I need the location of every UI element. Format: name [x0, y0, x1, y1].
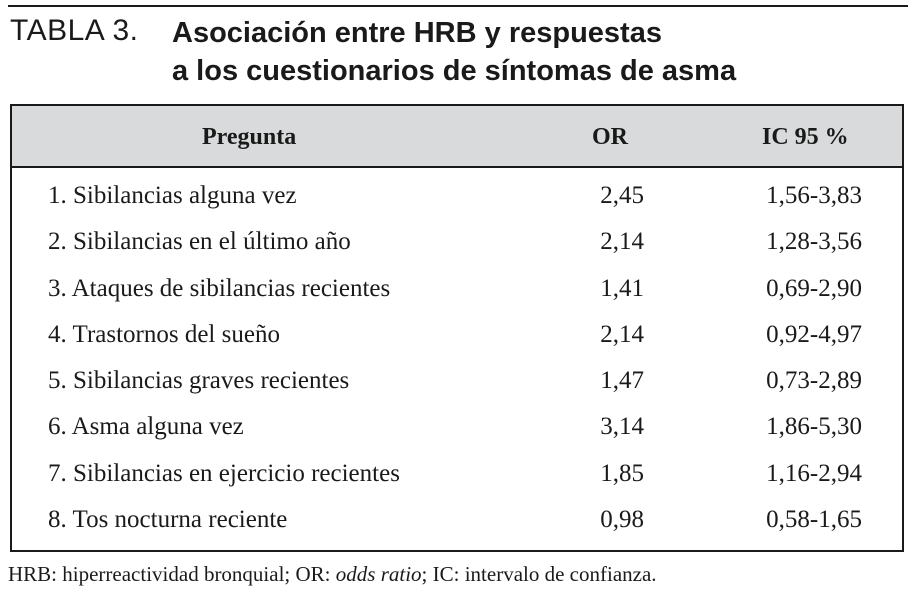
data-table	[10, 104, 904, 552]
cell-or: 2,45	[600, 182, 644, 209]
top-rule	[8, 5, 908, 7]
cell-ci: 0,92-4,97	[766, 320, 862, 348]
header-ci: IC 95 %	[762, 124, 849, 150]
cell-question: 5. Sibilancias graves recientes	[48, 367, 350, 395]
table-row	[12, 361, 902, 407]
table-title-text	[172, 14, 736, 90]
cell-question: 2. Sibilancias en el último año	[48, 228, 351, 256]
footnote-text-2: ; IC: intervalo de confianza.	[421, 562, 657, 586]
cell-or: 0,98	[600, 506, 644, 534]
cell-or: 1,47	[600, 367, 644, 395]
cell-ci: 1,16-2,94	[766, 459, 862, 487]
cell-or: 1,85	[600, 459, 644, 487]
table-row	[12, 176, 902, 222]
table-footnote	[8, 562, 657, 587]
footnote-italic-term: odds ratio	[335, 562, 422, 586]
cell-or: 1,41	[600, 274, 644, 302]
cell-or: 3,14	[600, 413, 644, 441]
table-row	[12, 500, 902, 546]
cell-or: 2,14	[600, 320, 644, 348]
title-line-1: Asociación entre HRB y respuestas	[172, 17, 662, 49]
table-body	[12, 176, 902, 546]
cell-question: 3. Ataques de sibilancias recientes	[48, 274, 391, 302]
table-row	[12, 407, 902, 453]
cell-ci: 0,73-2,89	[766, 367, 862, 395]
cell-or: 2,14	[600, 228, 644, 256]
cell-ci: 1,56-3,83	[766, 182, 862, 209]
title-line-2: a los cuestionarios de síntomas de asma	[172, 55, 737, 87]
table-number-label: TABLA 3.	[10, 14, 139, 47]
cell-ci: 1,28-3,56	[766, 228, 862, 256]
cell-question: 8. Tos nocturna reciente	[48, 506, 288, 534]
cell-ci: 1,86-5,30	[766, 413, 862, 441]
header-or: OR	[592, 124, 628, 150]
footnote-text-1: HRB: hiperreactividad bronquial; OR:	[8, 562, 336, 586]
cell-ci: 0,69-2,90	[766, 274, 862, 302]
header-question: Pregunta	[202, 124, 297, 150]
cell-question: 1. Sibilancias alguna vez	[48, 182, 297, 209]
table-row	[12, 315, 902, 361]
table-title	[8, 12, 908, 97]
table-header	[12, 106, 902, 168]
cell-question: 4. Trastornos del sueño	[48, 320, 280, 348]
cell-question: 6. Asma alguna vez	[48, 413, 244, 441]
cell-question: 7. Sibilancias en ejercicio recientes	[48, 459, 400, 487]
cell-ci: 0,58-1,65	[766, 506, 862, 534]
table-row	[12, 222, 902, 268]
table-row	[12, 269, 902, 315]
table-row	[12, 454, 902, 500]
